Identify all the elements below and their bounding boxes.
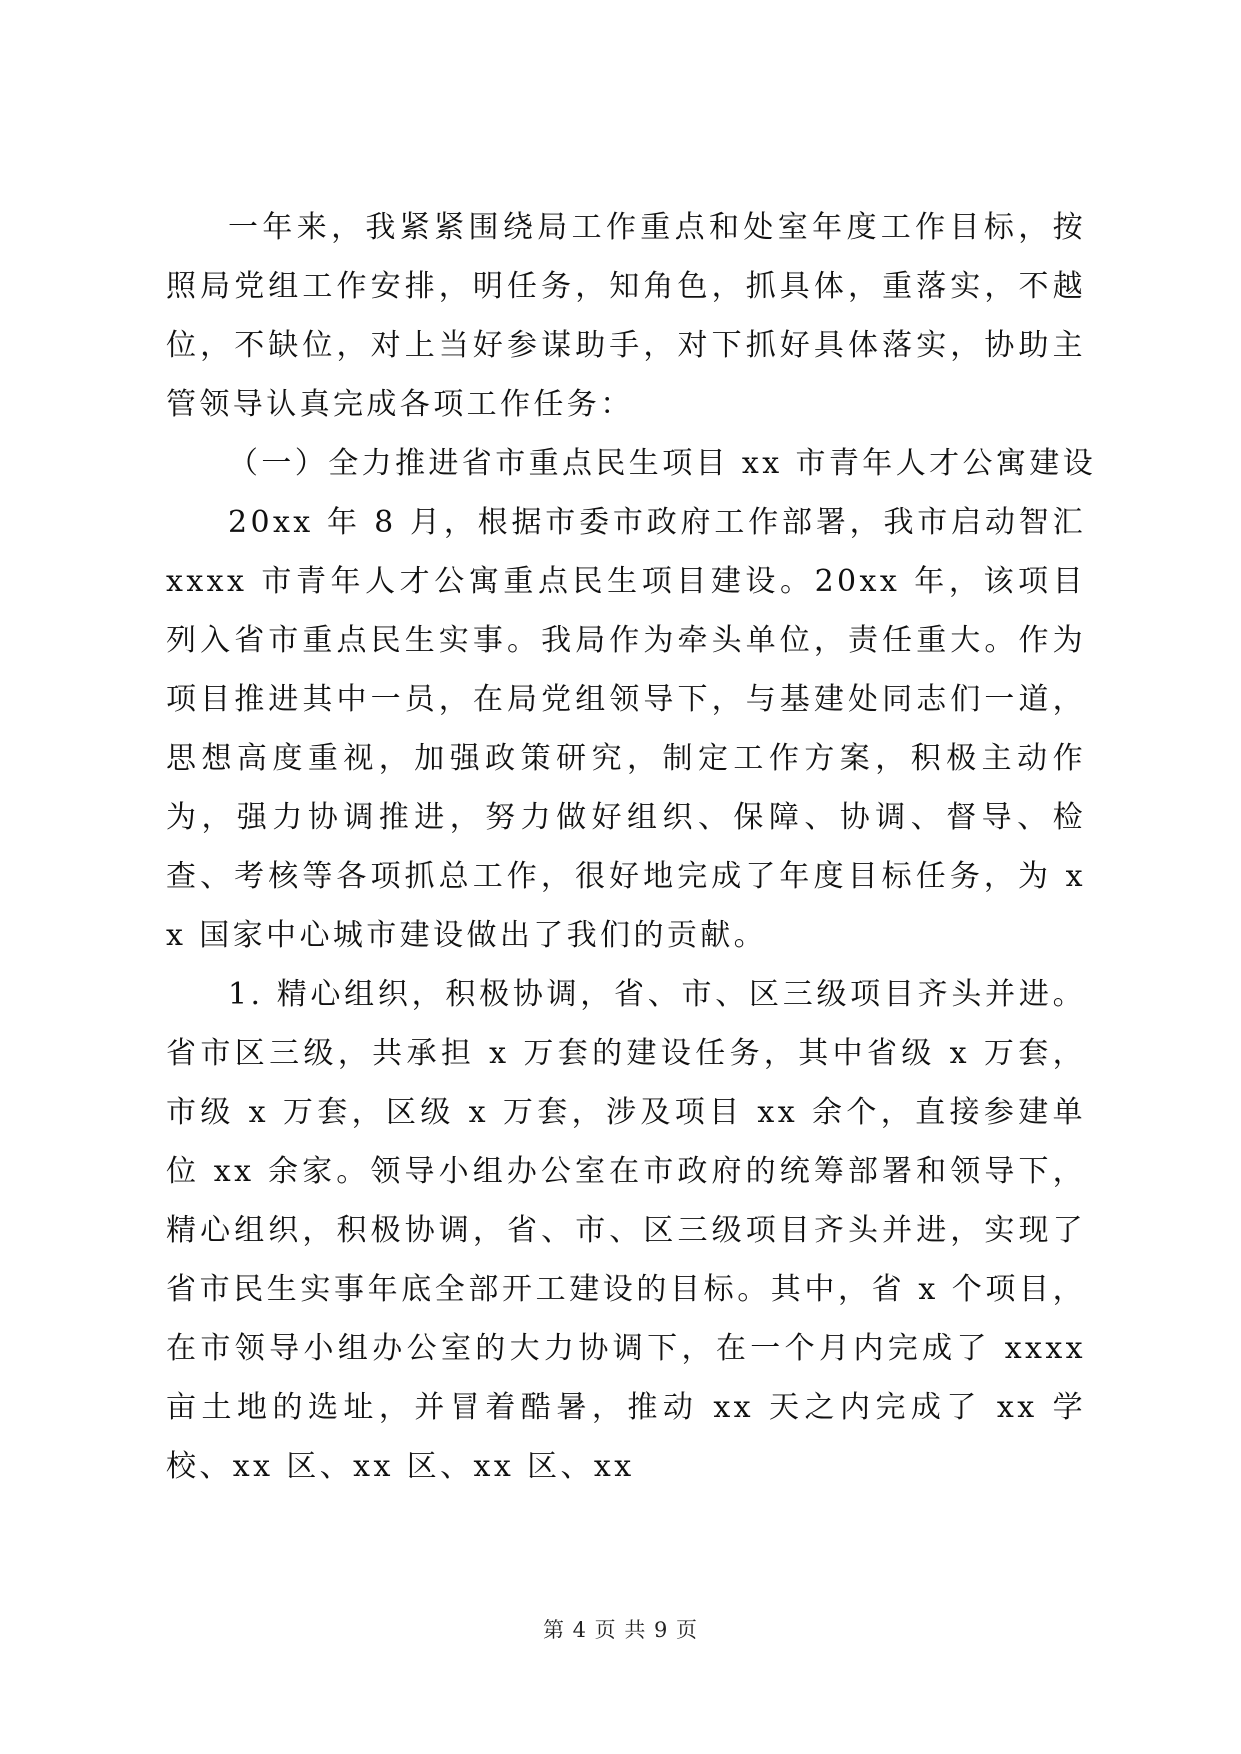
page-number-footer: 第 4 页 共 9 页: [542, 1618, 699, 1642]
intro-paragraph: 一年来，我紧紧围绕局工作重点和处室年度工作目标，按照局党组工作安排，明任务，知角色，抓具体，重落实，不越位，不缺位，对上当好参谋助手，对下抓好具体落实，协助主管领导认真完成各项工作任务：: [166, 210, 1086, 422]
section-heading: （一）全力推进省市重点民生项目 xx 市青年人才公寓建设: [228, 446, 1097, 481]
numbered-point-1-paragraph: 1. 精心组织，积极协调，省、市、区三级项目齐头并进。省市区三级，共承担 x 万套的建设任务，其中省级 x 万套，市级 x 万套，区级 x 万套，涉及项目 xx 余个，直接参建单位 xx 余家。领导小组办公室在市政府的统筹部署和领导下，精心组织，积极协调，省、市、区三级项目齐头并进，实现了省市民生实事年底全部开工建设的目标。其中，省 x 个项目，在市领导小组办公室的大力协调下，在一个月内完成了 xxxx 亩土地的选址，并冒着酷暑，推动 xx 天之内完成了 xx 学校、xx 区、xx 区、xx 区、xx: [166, 977, 1086, 1484]
project-background-paragraph: 20xx 年 8 月，根据市委市政府工作部署，我市启动智汇 xxxx 市青年人才公寓重点民生项目建设。20xx 年，该项目列入省市重点民生实事。我局作为牵头单位，责任重大。作为项目推进其中一员，在局党组领导下，与基建处同志们一道，思想高度重视，加强政策研究，制定工作方案，积极主动作为，强力协调推进，努力做好组织、保障、协调、督导、检查、考核等各项抓总工作，很好地完成了年度目标任务，为 xx 国家中心城市建设做出了我们的贡献。: [166, 505, 1086, 953]
document-body: [166, 198, 1097, 1496]
